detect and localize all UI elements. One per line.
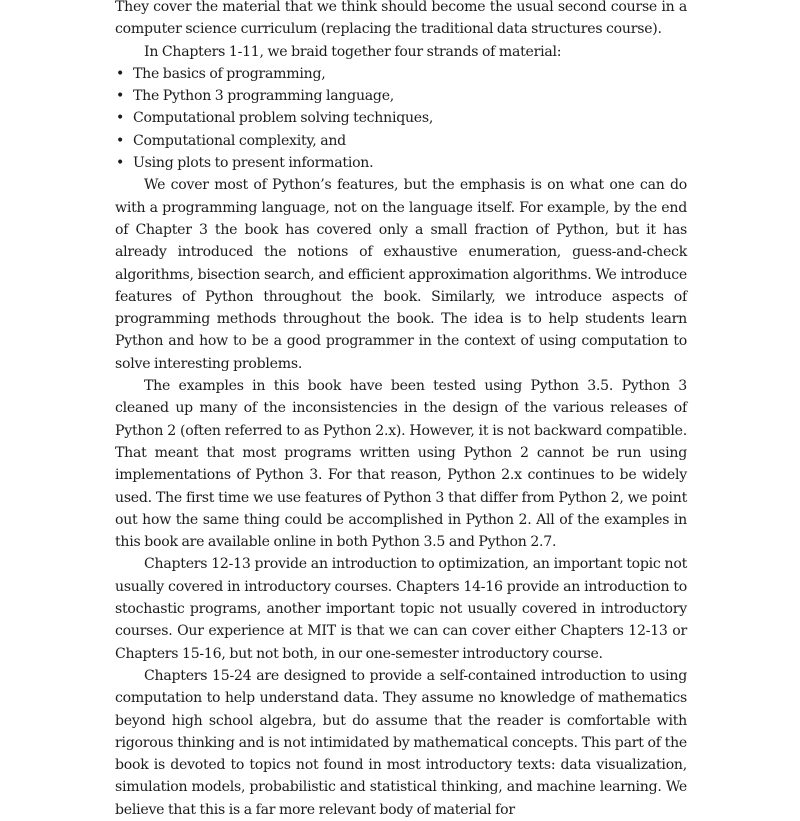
- strands-bullet-list: [115, 63, 687, 174]
- bullet-icon: •: [116, 110, 125, 127]
- optimization-chapters-paragraph: Chapters 12-13 provide an introduction to optimization, an important topic not usually covered in introductory courses. Chapters 14-16 provide an introduction to stochastic programs, another important topic not usually covered in introductory courses. Our experience at MIT is that we can can cover either Chapters 12-13 or Chapters 15-16, but not both, in our one-semester introductory course.: [115, 556, 687, 662]
- text-column: [115, 0, 687, 821]
- bullet-icon: •: [116, 155, 125, 172]
- bullet-text: Computational complexity, and: [133, 132, 346, 149]
- bullet-item: [115, 107, 687, 129]
- bullet-text: Using plots to present information.: [133, 155, 374, 172]
- data-chapters-paragraph: Chapters 15-24 are designed to provide a self-contained introduction to using computation to help understand data. They assume no knowledge of mathematics beyond high school algebra, but do assume that the reader is comfortable with rigorous thinking and is not intimidated by mathematical concepts. This part of the book is devoted to topics not found in most introductory texts: data visualization, simulation models, probabilistic and statistical thinking, and machine learning. We believe that this is a far more relevant body of material for: [115, 667, 687, 818]
- bullet-text: The basics of programming,: [133, 65, 326, 82]
- python-versions-paragraph: The examples in this book have been tested using Python 3.5. Python 3 cleaned up many of the inconsistencies in the design of the various releases of Python 2 (often referred to as Python 2.x). However, it is not backward compatible. That meant that most programs written using Python 2 cannot be run using implementations of Python 3. For that reason, Python 2.x continues to be widely used. The first time we use features of Python 3 that differ from Python 2, we point out how the same thing could be accomplished in Python 2. All of the examples in this book are available online in both Python 3.5 and Python 2.7.: [115, 378, 687, 551]
- bullet-icon: •: [116, 132, 125, 149]
- strands-intro-paragraph: In Chapters 1-11, we braid together four strands of material:: [144, 43, 562, 60]
- bullet-item: [115, 63, 687, 85]
- bullet-icon: •: [116, 88, 125, 105]
- bullet-text: Computational problem solving techniques,: [133, 110, 434, 127]
- bullet-item: [115, 130, 687, 152]
- bullet-item: [115, 152, 687, 174]
- bullet-text: The Python 3 programming language,: [133, 88, 395, 105]
- intro-paragraph: They cover the material that we think should become the usual second course in a computer science curriculum (replacing the traditional data structures course).: [115, 0, 687, 38]
- bullet-item: [115, 85, 687, 107]
- bullet-icon: •: [116, 65, 125, 82]
- python-features-paragraph: We cover most of Python’s features, but the emphasis is on what one can do with a programming language, not on the language itself. For example, by the end of Chapter 3 the book has covered only a small fraction of Python, but it has already introduced the notions of exhaustive enumeration, guess-and-check algorithms, bisection search, and efficient approximation algorithms. We introduce features of Python throughout the book. Similarly, we introduce aspects of programming methods throughout the book. The idea is to help students learn Python and how to be a good programmer in the context of using computation to solve interesting problems.: [115, 177, 687, 372]
